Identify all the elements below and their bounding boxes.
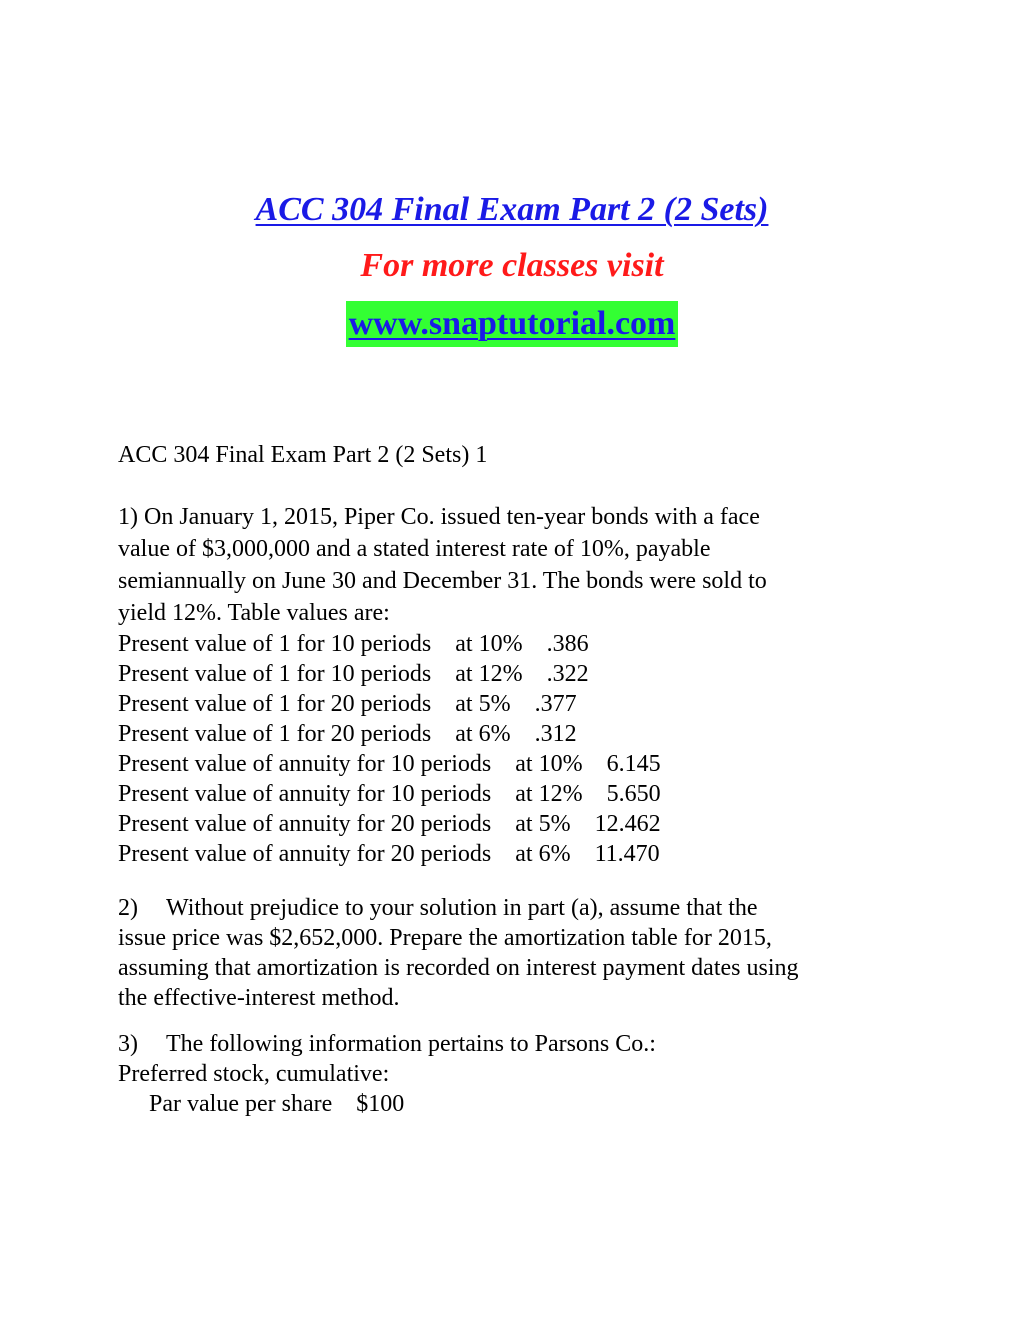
table-row — [118, 689, 898, 719]
table-label: Present value of 1 for 20 periods — [118, 721, 432, 747]
table-row — [118, 809, 898, 839]
table-row — [118, 629, 898, 659]
table-value: 6.145 — [606, 751, 661, 777]
par-value-label: Par value per share — [149, 1091, 333, 1117]
page-header — [0, 188, 1024, 347]
site-link[interactable]: www.snaptutorial.com — [346, 301, 679, 347]
table-label: Present value of annuity for 20 periods — [118, 841, 492, 867]
table-rate: at 10% — [515, 751, 583, 777]
document-heading: ACC 304 Final Exam Part 2 (2 Sets) 1 — [118, 442, 488, 468]
question-1 — [118, 501, 898, 629]
table-rate: at 5% — [515, 811, 571, 837]
question-2 — [118, 893, 898, 1013]
question-2-line — [118, 893, 898, 923]
question-number: 2) — [118, 895, 138, 921]
question-2-line: the effective-interest method. — [118, 985, 400, 1011]
question-3 — [118, 1029, 898, 1119]
visit-text: For more classes visit — [360, 247, 664, 284]
table-rate: at 10% — [455, 631, 523, 657]
table-value: .312 — [534, 721, 577, 747]
question-1-line: 1) On January 1, 2015, Piper Co. issued ten-year bonds with a face — [118, 504, 760, 530]
table-value: 5.650 — [606, 781, 661, 807]
table-rate: at 5% — [455, 691, 511, 717]
table-row — [118, 779, 898, 809]
table-value: .386 — [546, 631, 589, 657]
question-3-line: Preferred stock, cumulative: — [118, 1061, 390, 1087]
present-value-table — [118, 629, 898, 869]
table-rate: at 12% — [455, 661, 523, 687]
table-label: Present value of annuity for 10 periods — [118, 781, 492, 807]
table-value: 11.470 — [594, 841, 660, 867]
table-row — [118, 719, 898, 749]
question-3-line — [118, 1029, 898, 1059]
document-body — [118, 440, 898, 1119]
table-value: .377 — [534, 691, 577, 717]
par-value: $100 — [356, 1091, 405, 1117]
table-rate: at 6% — [515, 841, 571, 867]
question-1-line: value of $3,000,000 and a stated interest rate of 10%, payable — [118, 536, 711, 562]
table-rate: at 12% — [515, 781, 583, 807]
table-row — [118, 659, 898, 689]
table-label: Present value of 1 for 10 periods — [118, 631, 432, 657]
title-link[interactable]: ACC 304 Final Exam Part 2 (2 Sets) — [255, 191, 769, 228]
table-row — [118, 749, 898, 779]
table-rate: at 6% — [455, 721, 511, 747]
par-value-row — [118, 1089, 898, 1119]
table-label: Present value of annuity for 20 periods — [118, 811, 492, 837]
question-1-line: yield 12%. Table values are: — [118, 600, 390, 626]
question-2-line: assuming that amortization is recorded on interest payment dates using — [118, 955, 799, 981]
table-label: Present value of 1 for 20 periods — [118, 691, 432, 717]
question-3-text: The following information pertains to Parsons Co.: — [166, 1031, 656, 1057]
question-1-line: semiannually on June 30 and December 31. The bonds were sold to — [118, 568, 767, 594]
question-2-line: issue price was $2,652,000. Prepare the amortization table for 2015, — [118, 925, 772, 951]
table-label: Present value of annuity for 10 periods — [118, 751, 492, 777]
table-value: .322 — [546, 661, 589, 687]
table-value: 12.462 — [594, 811, 661, 837]
question-number: 3) — [118, 1031, 138, 1057]
table-row — [118, 839, 898, 869]
question-2-text: Without prejudice to your solution in part (a), assume that the — [166, 895, 758, 921]
table-label: Present value of 1 for 10 periods — [118, 661, 432, 687]
